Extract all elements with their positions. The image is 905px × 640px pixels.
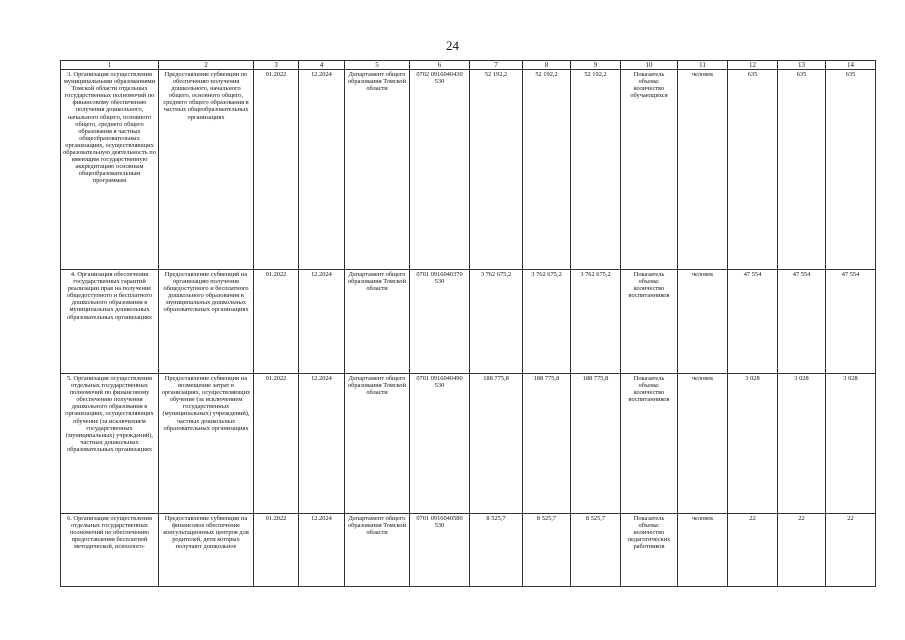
action-description: Предоставление субвенции по обеспечению получения дошкольного, начального общего, основного общего, среднего общего образования в частных общеобразовательных организациях [159, 70, 254, 270]
amount-year-3: 52 192,2 [571, 70, 621, 270]
value-year-2: 22 [778, 514, 826, 587]
amount-year-3: 188 775,8 [571, 374, 621, 514]
value-year-3: 47 554 [826, 270, 876, 374]
column-number: 5 [345, 61, 410, 70]
amount-year-2: 3 762 675,2 [523, 270, 571, 374]
executor: Департамент общего образования Томской области [345, 70, 410, 270]
unit: человек [678, 514, 728, 587]
column-number: 12 [728, 61, 778, 70]
value-year-1: 3 028 [728, 374, 778, 514]
column-number: 13 [778, 61, 826, 70]
column-number: 10 [621, 61, 678, 70]
end-date: 12.2024 [299, 270, 345, 374]
column-number: 4 [299, 61, 345, 70]
amount-year-2: 52 192,2 [523, 70, 571, 270]
measure-name: 6. Организация осуществления отдельных государственных полномочий по обеспечению предоставления бесплатной методической, психолого- [61, 514, 159, 587]
table-row [61, 514, 876, 587]
budget-code: 0701 0916040580 530 [410, 514, 470, 587]
measure-name: 4. Организация обеспечения государственных гарантий реализации прав на получение общедоступного и бесплатного дошкольного образования в муниципальных дошкольных образовательных организациях [61, 270, 159, 374]
amount-year-3: 3 762 675,2 [571, 270, 621, 374]
column-number: 1 [61, 61, 159, 70]
action-description: Предоставление субвенции на возмещение затрат в организациях, осуществляющих обучение (за исключением государственных (муниципальных) учреждений), частных дошкольных образовательных организациях [159, 374, 254, 514]
amount-year-1: 3 762 675,2 [470, 270, 523, 374]
indicator: Показатель объема: количество обучающихся [621, 70, 678, 270]
amount-year-2: 8 525,7 [523, 514, 571, 587]
column-number: 9 [571, 61, 621, 70]
amount-year-1: 188 775,8 [470, 374, 523, 514]
amount-year-2: 188 775,8 [523, 374, 571, 514]
column-numbers-row [61, 61, 876, 70]
value-year-1: 22 [728, 514, 778, 587]
column-number: 11 [678, 61, 728, 70]
amount-year-3: 8 525,7 [571, 514, 621, 587]
unit: человек [678, 70, 728, 270]
action-description: Предоставление субвенций на организацию получения общедоступного и бесплатного дошкольного образования в муниципальных дошкольных образовательных организациях [159, 270, 254, 374]
unit: человек [678, 270, 728, 374]
column-number: 8 [523, 61, 571, 70]
program-table [60, 60, 876, 587]
executor: Департамент общего образования Томской области [345, 270, 410, 374]
budget-code: 0701 0916040370 530 [410, 270, 470, 374]
value-year-3: 22 [826, 514, 876, 587]
start-date: 01.2022 [254, 374, 299, 514]
column-number: 3 [254, 61, 299, 70]
table-row [61, 70, 876, 270]
end-date: 12.2024 [299, 70, 345, 270]
end-date: 12.2024 [299, 514, 345, 587]
indicator: Показатель объема: количество педагогических работников [621, 514, 678, 587]
value-year-2: 635 [778, 70, 826, 270]
indicator: Показатель объема: количество воспитанников [621, 270, 678, 374]
start-date: 01.2022 [254, 70, 299, 270]
start-date: 01.2022 [254, 270, 299, 374]
amount-year-1: 52 192,2 [470, 70, 523, 270]
executor: Департамент общего образования Томской области [345, 374, 410, 514]
executor: Департамент общего образования Томской области [345, 514, 410, 587]
amount-year-1: 8 525,7 [470, 514, 523, 587]
value-year-1: 47 554 [728, 270, 778, 374]
measure-name: 5. Организация осуществления отдельных государственных полномочий по финансовому обеспечению получения дошкольного образования в организациях, осуществляющих обучение (за исключением государственных (муниципальных) учреждений), частных дошкольных образовательных организациях [61, 374, 159, 514]
value-year-2: 3 028 [778, 374, 826, 514]
value-year-1: 635 [728, 70, 778, 270]
budget-code: 0702 0916040430 530 [410, 70, 470, 270]
table-row [61, 374, 876, 514]
column-number: 7 [470, 61, 523, 70]
start-date: 01.2022 [254, 514, 299, 587]
value-year-3: 635 [826, 70, 876, 270]
column-number: 2 [159, 61, 254, 70]
budget-code: 0701 0916040490 530 [410, 374, 470, 514]
end-date: 12.2024 [299, 374, 345, 514]
unit: человек [678, 374, 728, 514]
column-number: 6 [410, 61, 470, 70]
page-number: 24 [446, 38, 459, 53]
indicator: Показатель объема: количество воспитанников [621, 374, 678, 514]
value-year-3: 3 028 [826, 374, 876, 514]
table-row [61, 270, 876, 374]
measure-name: 3. Организация осуществления муниципальными образованиями Томской области отдельных государственных полномочий по финансовому обеспечению получения дошкольного, начального общего, основного общего, среднего общего образования в частных общеобразовательных организациях, осуществляющих образовательную деятельность по имеющим государственную аккредитацию основным общеобразовательным программам [61, 70, 159, 270]
value-year-2: 47 554 [778, 270, 826, 374]
action-description: Предоставление субвенции на финансовое обеспечение консультационных центров для родителей, дети которых получают дошкольное [159, 514, 254, 587]
column-number: 14 [826, 61, 876, 70]
